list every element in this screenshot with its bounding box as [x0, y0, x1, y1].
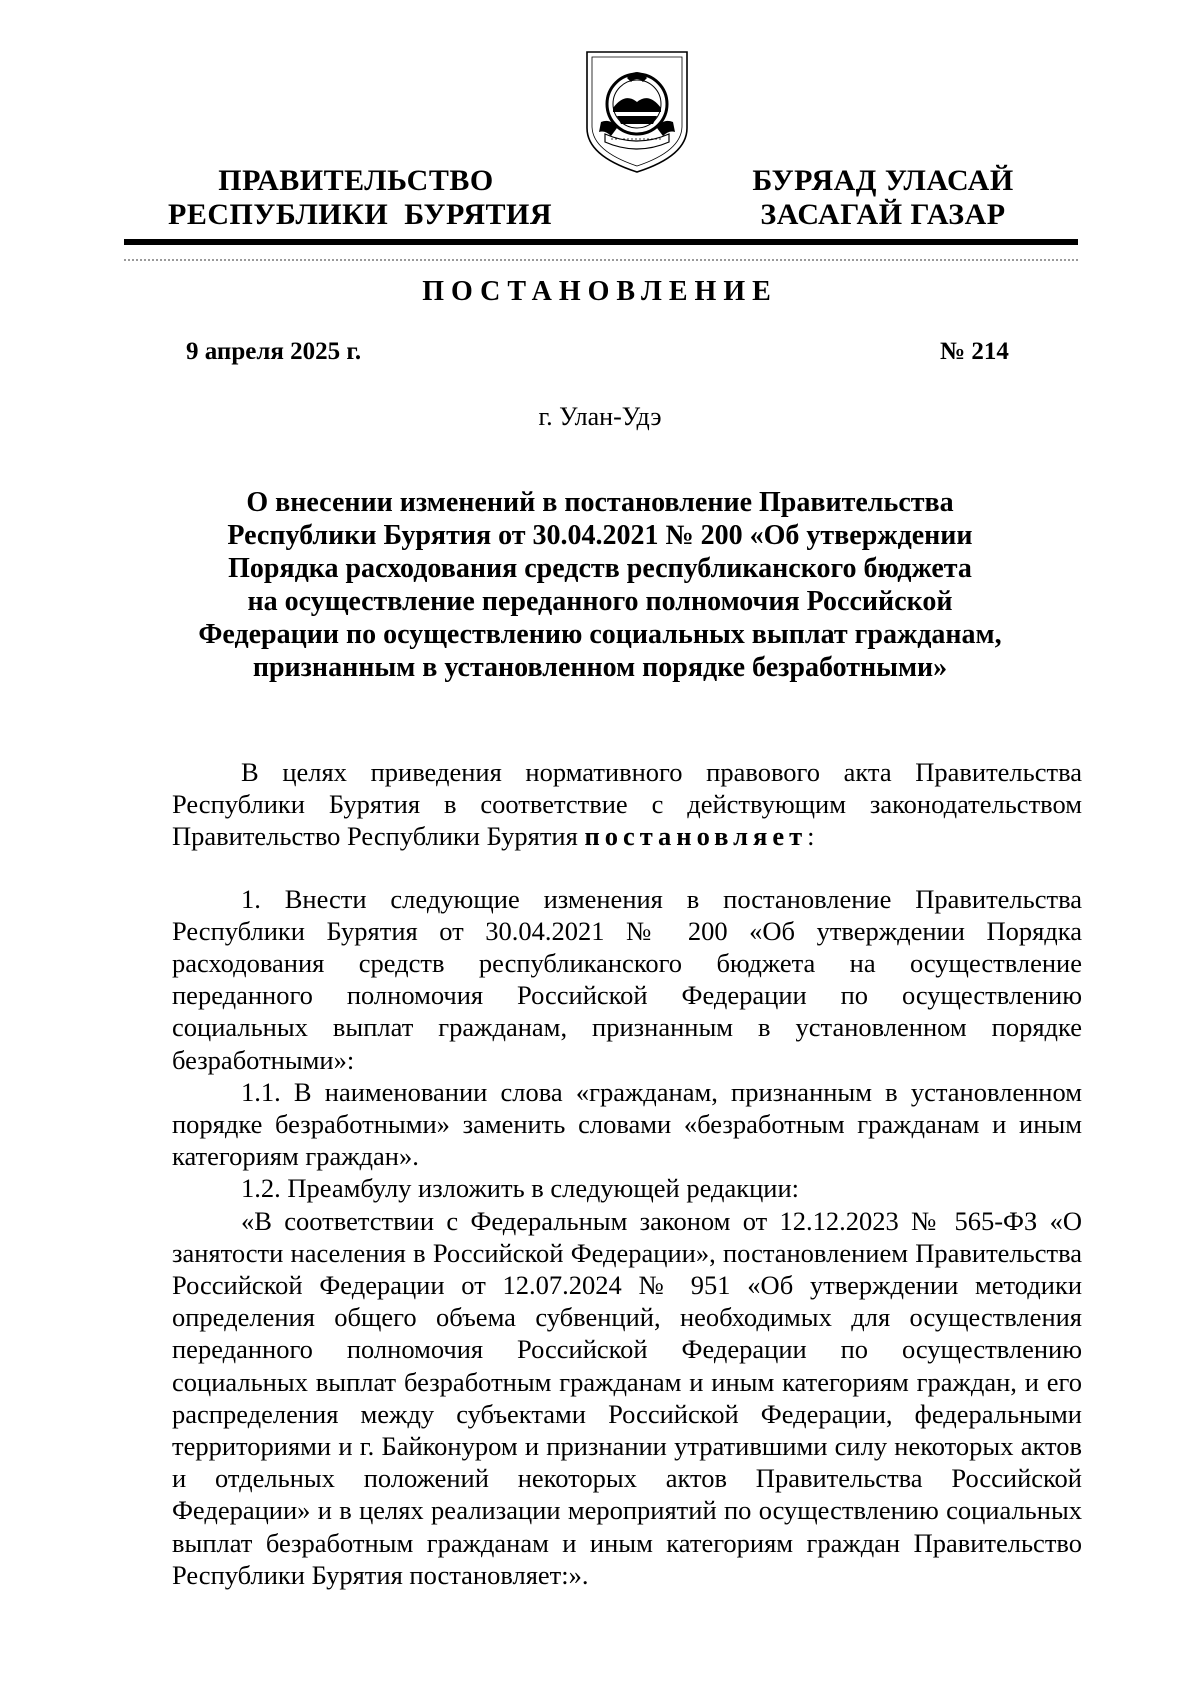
title-line: Порядка расходования средств республиканского бюджета: [228, 553, 972, 584]
preamble-quote: «В соответствии с Федеральным законом от 12.12.2023 № 565-ФЗ «О занятости населения в Российской Федерации», постановлением Правительства Российской Федерации от 12.07.2024 № 951 «Об утверждении методики определения общего объема субвенций, необходимых для осуществления переданного полномочия Российской Федерации по осуществлению социальных выплат безработным гражданам и иным категориям граждан, и его распределения между субъектами Российской Федерации, федеральными территориями и г. Байконуром и признании утратившими силу некоторых актов и отдельных положений некоторых актов Правительства Российской Федерации» и в целях реализации мероприятий по осуществлению социальных выплат безработным гражданам и иным категориям граждан Правительство Республики Бурятия постановляет:».: [172, 1205, 1082, 1590]
item-1-1: 1.1. В наименовании слова «гражданам, признанным в установленном порядке безработными» заменить словами «безработным гражданам и иным категориям граждан».: [172, 1076, 1082, 1172]
title-line: О внесении изменений в постановление Правительства: [246, 487, 954, 518]
organization-name-ru-line1: ПРАВИТЕЛЬСТВО: [218, 164, 494, 197]
title-line: признанным в установленном порядке безработными»: [252, 652, 948, 683]
title-line: Республики Бурятия от 30.04.2021 № 200 «Об утверждении: [227, 520, 973, 551]
header-divider-thin: [124, 259, 1078, 261]
document-body: [172, 756, 1082, 1591]
preamble-text: В целях приведения нормативного правового акта Правительства Республики Бурятия в соответствие с действующим законодательством Правительство Республики Бурятия: [172, 757, 1082, 852]
preamble-end: :: [807, 821, 815, 852]
title-line: Федерации по осуществлению социальных выплат гражданам,: [198, 619, 1002, 650]
preamble-decree-word: постановляет: [584, 821, 808, 852]
item-1-2: 1.2. Преамбулу изложить в следующей редакции:: [241, 1173, 800, 1204]
document-city: г. Улан-Удэ: [538, 402, 662, 431]
preamble-paragraph: [172, 756, 1082, 853]
item-1: 1. Внести следующие изменения в постановление Правительства Республики Бурятия от 30.04.2021 № 200 «Об утверждении Порядка расходования средств республиканского бюджета на осуществление переданного полномочия Российской Федерации по осуществлению социальных выплат гражданам, признанным в установленном порядке безработными»:: [172, 883, 1082, 1075]
title-line: на осуществление переданного полномочия Российской: [247, 586, 953, 617]
document-number: № 214: [940, 338, 1009, 365]
organization-name-bua-line2: ЗАСАГАЙ ГАЗАР: [760, 198, 1006, 231]
document-date: 9 апреля 2025 г.: [186, 338, 362, 365]
header-divider-thick: [124, 239, 1078, 245]
document-title: [160, 486, 1040, 684]
coat-of-arms-icon: [583, 44, 691, 176]
organization-name-ru-line2: РЕСПУБЛИКИ БУРЯТИЯ: [168, 198, 553, 231]
organization-name-bua: [752, 164, 1014, 232]
organization-name-ru: [168, 164, 553, 232]
organization-name-bua-line1: БУРЯАД УЛАСАЙ: [752, 164, 1014, 197]
document-type: ПОСТАНОВЛЕНИЕ: [422, 276, 778, 307]
